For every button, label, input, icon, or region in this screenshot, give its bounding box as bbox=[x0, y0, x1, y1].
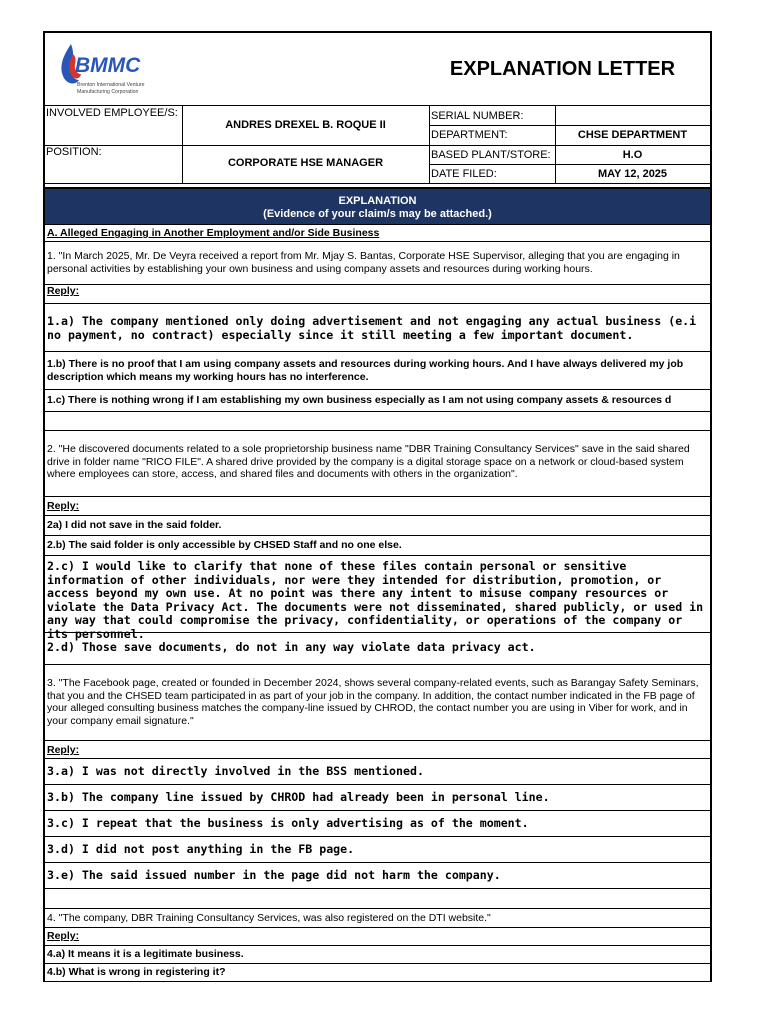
item-1-reply-label-row bbox=[45, 285, 710, 304]
letter-header bbox=[45, 33, 710, 106]
item-4-statement-row bbox=[45, 909, 710, 928]
item-1-reply-label: Reply: bbox=[47, 285, 80, 297]
item-3b-reply: 3.b) The company line issued by CHROD had already been in personal line. bbox=[47, 790, 550, 804]
logo-subtitle-2: Manufacturing Corporation bbox=[77, 89, 139, 95]
item-3e-reply-row bbox=[45, 863, 710, 889]
item-1-statement-row bbox=[45, 242, 710, 285]
explanation-title: EXPLANATION bbox=[338, 195, 417, 207]
explanation-banner bbox=[45, 187, 710, 225]
flame-logo-icon bbox=[55, 40, 165, 98]
item-3c-reply-row bbox=[45, 811, 710, 837]
department-label: DEPARTMENT: bbox=[431, 129, 508, 141]
date-filed-label: DATE FILED: bbox=[431, 168, 497, 180]
item-3d-reply-row bbox=[45, 837, 710, 863]
blank-row bbox=[45, 889, 710, 909]
item-2-reply-label: Reply: bbox=[47, 500, 80, 512]
explanation-subtitle: (Evidence of your claim/s may be attached.) bbox=[263, 208, 492, 220]
item-4-statement: 4. "The company, DBR Training Consultancy Services, was also registered on the DTI website." bbox=[47, 912, 491, 924]
item-3-reply-label-row bbox=[45, 741, 710, 759]
item-1a-reply-row bbox=[45, 304, 710, 352]
section-a-heading-row bbox=[45, 225, 710, 242]
item-2a-reply-row bbox=[45, 516, 710, 536]
company-logo bbox=[55, 40, 165, 98]
item-1c-reply: 1.c) There is nothing wrong if I am establishing my own business especially as I am not using company assets & resources d bbox=[47, 394, 672, 406]
serial-number-label: SERIAL NUMBER: bbox=[431, 110, 524, 122]
involved-employee-label: INVOLVED EMPLOYEE/S: bbox=[46, 107, 178, 119]
item-3a-reply: 3.a) I was not directly involved in the BSS mentioned. bbox=[47, 764, 424, 778]
item-1a-reply: 1.a) The company mentioned only doing advertisement and not engaging any actual business (e.i no payment, no contract) especially since it still meeting a few important document. bbox=[47, 314, 697, 342]
item-4a-reply: 4.a) It means it is a legitimate business. bbox=[47, 948, 244, 960]
item-3-statement: 3. "The Facebook page, created or founded in December 2024, shows several company-related events, such as Barangay Safety Seminars, that you and the CHSED team participated in as part of your job in the company. In addition, the contact number indicated in the FB page of your alleged consulting business matches the company-line issued by CHROD, the contact number you are using in Viber for work, and in your company email signature." bbox=[47, 677, 699, 727]
item-4a-reply-row bbox=[45, 946, 710, 964]
position-label: POSITION: bbox=[46, 146, 102, 158]
item-2b-reply-row bbox=[45, 536, 710, 556]
document-title: EXPLANATION LETTER bbox=[449, 58, 676, 80]
item-2d-reply-row bbox=[45, 633, 710, 665]
date-filed-value: MAY 12, 2025 bbox=[597, 168, 668, 180]
item-3d-reply: 3.d) I did not post anything in the FB page. bbox=[47, 842, 355, 856]
position-value: CORPORATE HSE MANAGER bbox=[227, 157, 384, 169]
item-2c-reply: 2.c) I would like to clarify that none of these files contain personal or sensitive information of other individuals, nor were they intended for distribution, promotion, or access beyond my own use. At no point was there any intent to misuse company resources or violate the Data Privacy Act. The documents were not disseminated, shared publicly, or used in any way that could compromise the privacy, confidentiality, or operations of the company or its personnel. bbox=[47, 559, 704, 641]
item-1c-reply-row bbox=[45, 390, 710, 412]
item-3a-reply-row bbox=[45, 759, 710, 785]
blank-row bbox=[45, 412, 710, 431]
item-4b-reply: 4.b) What is wrong in registering it? bbox=[47, 966, 226, 978]
item-3-reply-label: Reply: bbox=[47, 744, 80, 756]
item-2a-reply: 2a) I did not save in the said folder. bbox=[47, 519, 222, 531]
item-4-reply-label-row bbox=[45, 928, 710, 946]
item-3b-reply-row bbox=[45, 785, 710, 811]
section-a-heading: A. Alleged Engaging in Another Employment and/or Side Business bbox=[47, 227, 380, 239]
based-plant-value: H.O bbox=[622, 149, 643, 161]
employee-info-grid bbox=[45, 106, 710, 184]
item-1-statement: 1. "In March 2025, Mr. De Veyra received a report from Mr. Mjay S. Bantas, Corporate HSE Supervisor, alleging that you are engaging in personal activities by establishing your own business and using company assets and resources during working hours. bbox=[47, 250, 680, 275]
item-4b-reply-row bbox=[45, 964, 710, 982]
item-2-reply-label-row bbox=[45, 497, 710, 516]
item-2d-reply: 2.d) Those save documents, do not in any way violate data privacy act. bbox=[47, 640, 536, 654]
item-3-statement-row bbox=[45, 665, 710, 741]
item-1b-reply: 1.b) There is no proof that I am using company assets and resources during working hours. And I have always delivered my job description which means my working hours has no interference. bbox=[47, 358, 684, 383]
item-2c-reply-row bbox=[45, 556, 710, 641]
department-value: CHSE DEPARTMENT bbox=[577, 129, 688, 141]
based-plant-label: BASED PLANT/STORE: bbox=[431, 149, 551, 161]
explanation-letter-sheet bbox=[43, 31, 712, 982]
item-4-reply-label: Reply: bbox=[47, 930, 80, 942]
logo-wordmark: BMMC bbox=[75, 54, 141, 77]
item-2-statement: 2. "He discovered documents related to a sole proprietorship business name "DBR Training Consultancy Services" save in the said shared drive in folder name "RICO FILE". A shared drive provided by the company is a digital storage space on a network or cloud-based system where employees can store, access, and shared files and documents with others in the organization". bbox=[47, 443, 690, 480]
logo-subtitle-1: Brenton International Venture bbox=[77, 82, 145, 88]
item-1b-reply-row bbox=[45, 352, 710, 390]
item-3e-reply: 3.e) The said issued number in the page did not harm the company. bbox=[47, 868, 501, 882]
involved-employee-value: ANDRES DREXEL B. ROQUE II bbox=[225, 119, 386, 131]
item-3c-reply: 3.c) I repeat that the business is only advertising as of the moment. bbox=[47, 816, 529, 830]
item-2-statement-row bbox=[45, 431, 710, 497]
item-2b-reply: 2.b) The said folder is only accessible by CHSED Staff and no one else. bbox=[47, 539, 402, 551]
